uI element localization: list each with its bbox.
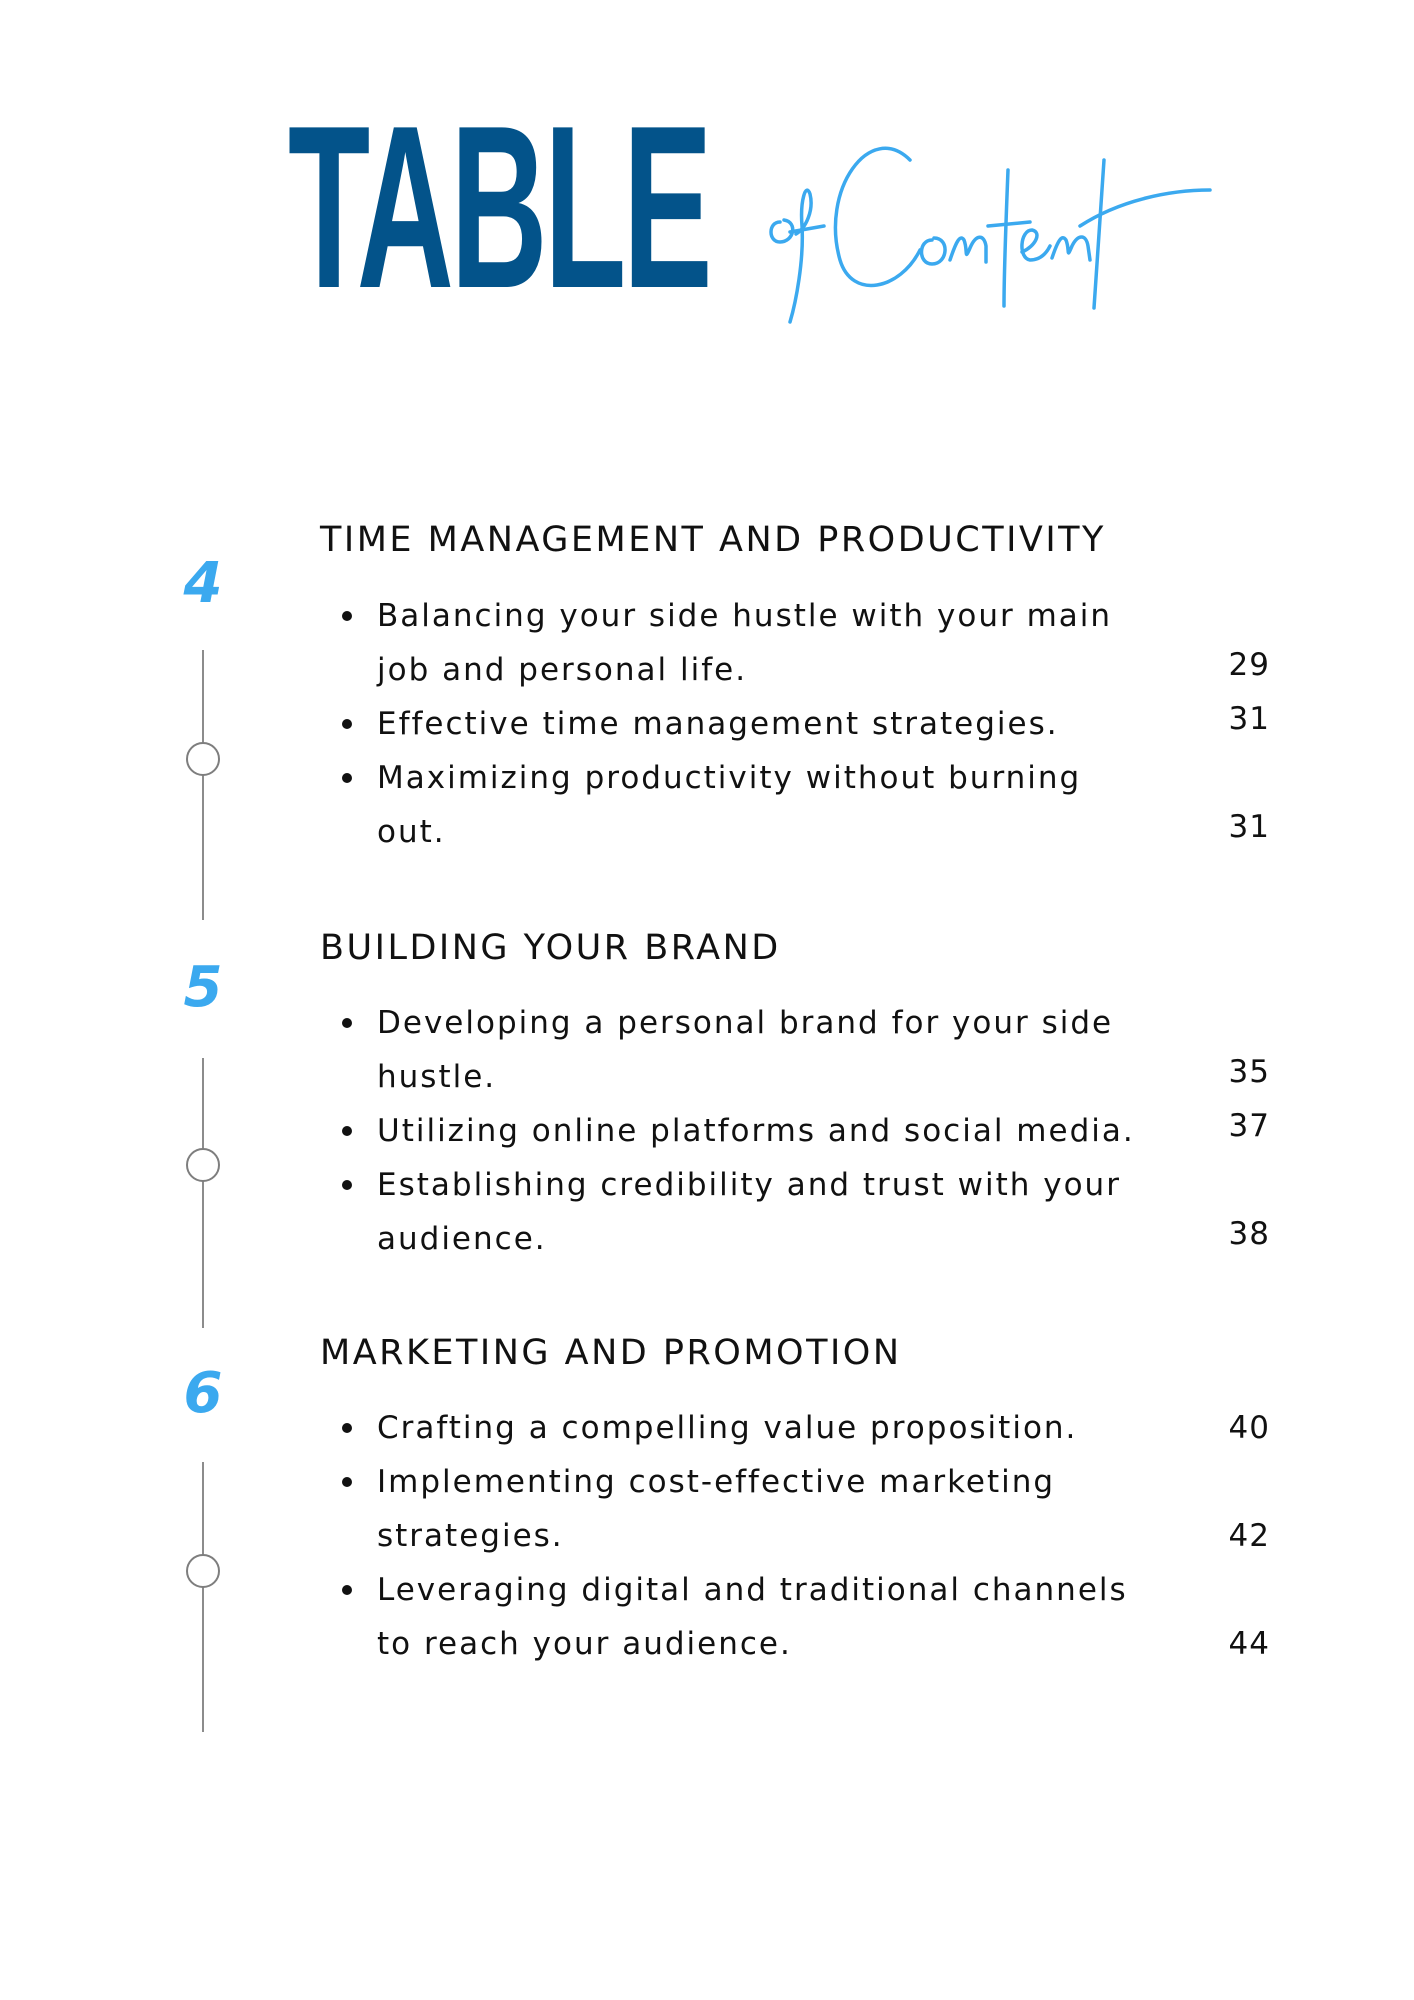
title-main: TABLE [288, 78, 710, 337]
page-number: 38 [1228, 1216, 1270, 1252]
list-item-text: Implementing cost-effective marketing [377, 1464, 1056, 1500]
list-bullet [342, 1585, 352, 1595]
list-item-text: out. [377, 814, 446, 850]
list-item-text: strategies. [377, 1518, 564, 1554]
list-item-text: to reach your audience. [377, 1626, 792, 1662]
list-bullet [342, 1423, 352, 1433]
list-item-text: audience. [377, 1221, 547, 1257]
page-number: 35 [1228, 1054, 1270, 1090]
list-bullet [342, 611, 352, 621]
chapter-number: 6 [183, 1361, 223, 1426]
timeline-line [202, 1462, 204, 1732]
list-item-text: Leveraging digital and traditional channels [377, 1572, 1128, 1608]
title-script [760, 130, 1220, 330]
page-number: 44 [1228, 1626, 1270, 1662]
script-lettering-graphic [760, 130, 1220, 330]
list-bullet [342, 719, 352, 729]
chapter-number: 4 [183, 551, 223, 616]
page-number: 37 [1228, 1108, 1270, 1144]
section-heading: TIME MANAGEMENT AND PRODUCTIVITY [320, 520, 1106, 560]
section-heading: MARKETING AND PROMOTION [320, 1333, 902, 1373]
list-item-text: hustle. [377, 1059, 497, 1095]
timeline-circle [186, 742, 220, 776]
chapter-number: 5 [183, 955, 223, 1020]
list-bullet [342, 1477, 352, 1487]
list-item-text: Crafting a compelling value proposition. [377, 1410, 1078, 1446]
timeline-circle [186, 1148, 220, 1182]
list-bullet [342, 1126, 352, 1136]
list-bullet [342, 1018, 352, 1028]
list-bullet [342, 773, 352, 783]
list-item-text: Maximizing productivity without burning [377, 760, 1082, 796]
list-item-text: Balancing your side hustle with your main [377, 598, 1113, 634]
page-number: 42 [1228, 1518, 1270, 1554]
list-item-text: Developing a personal brand for your side [377, 1005, 1114, 1041]
list-item-text: Establishing credibility and trust with your [377, 1167, 1121, 1203]
timeline-line [202, 650, 204, 920]
page-number: 40 [1228, 1410, 1270, 1446]
timeline-circle [186, 1554, 220, 1588]
section-heading: BUILDING YOUR BRAND [320, 928, 781, 968]
list-bullet [342, 1180, 352, 1190]
page-number: 31 [1228, 809, 1270, 845]
timeline-line [202, 1058, 204, 1328]
page-number: 31 [1228, 701, 1270, 737]
list-item-text: Utilizing online platforms and social media. [377, 1113, 1135, 1149]
page-number: 29 [1228, 647, 1270, 683]
list-item-text: job and personal life. [377, 652, 748, 688]
list-item-text: Effective time management strategies. [377, 706, 1059, 742]
